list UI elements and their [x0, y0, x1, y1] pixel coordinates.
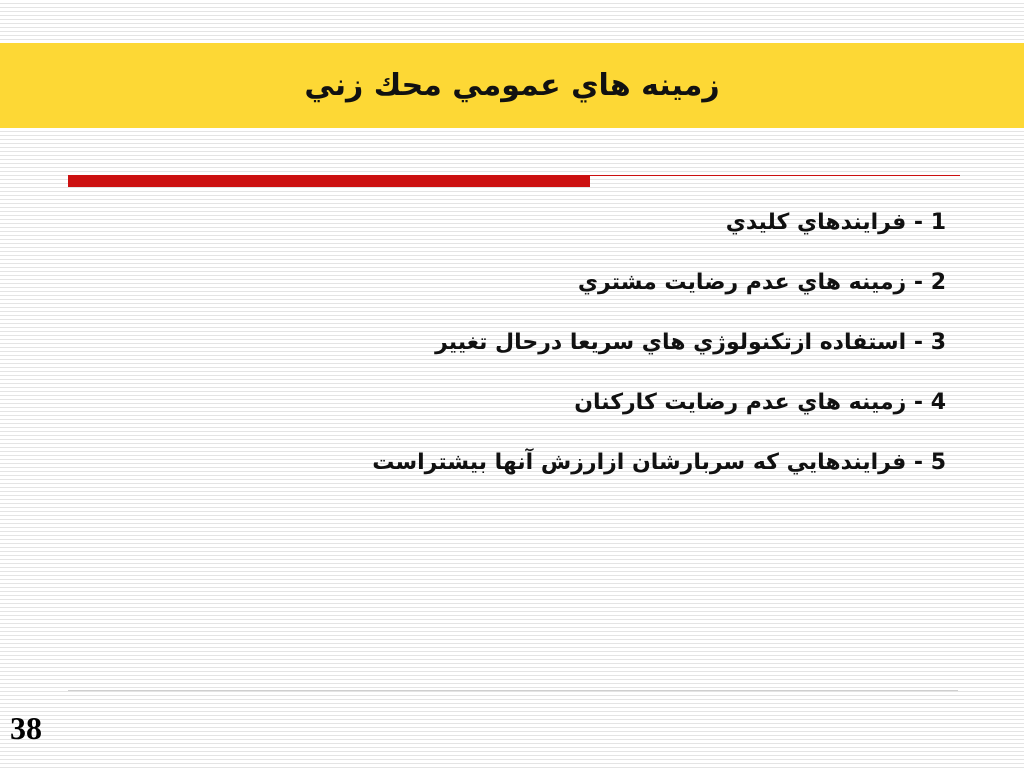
accent-line-red: [68, 175, 590, 187]
footer-divider: [68, 690, 958, 691]
page-number: 38: [10, 710, 42, 746]
list-item: 5 - فرايندهايي كه سربارشان ازارزش آنها بيشتراست: [372, 450, 946, 475]
list-item: 2 - زمينه هاي عدم رضايت مشتري: [577, 270, 946, 295]
accent-line-thin: [590, 175, 960, 176]
slide-title: زمينه هاي عمومي محك زني: [304, 68, 720, 103]
list-item: 4 - زمينه هاي عدم رضايت كاركنان: [574, 390, 946, 415]
title-bar: [0, 43, 1024, 128]
list-item: 3 - استفاده ازتكنولوژي هاي سريعا درحال تغيير: [435, 330, 946, 355]
content-list: [226, 200, 946, 500]
list-item: 1 - فرايندهاي كليدي: [725, 210, 946, 235]
